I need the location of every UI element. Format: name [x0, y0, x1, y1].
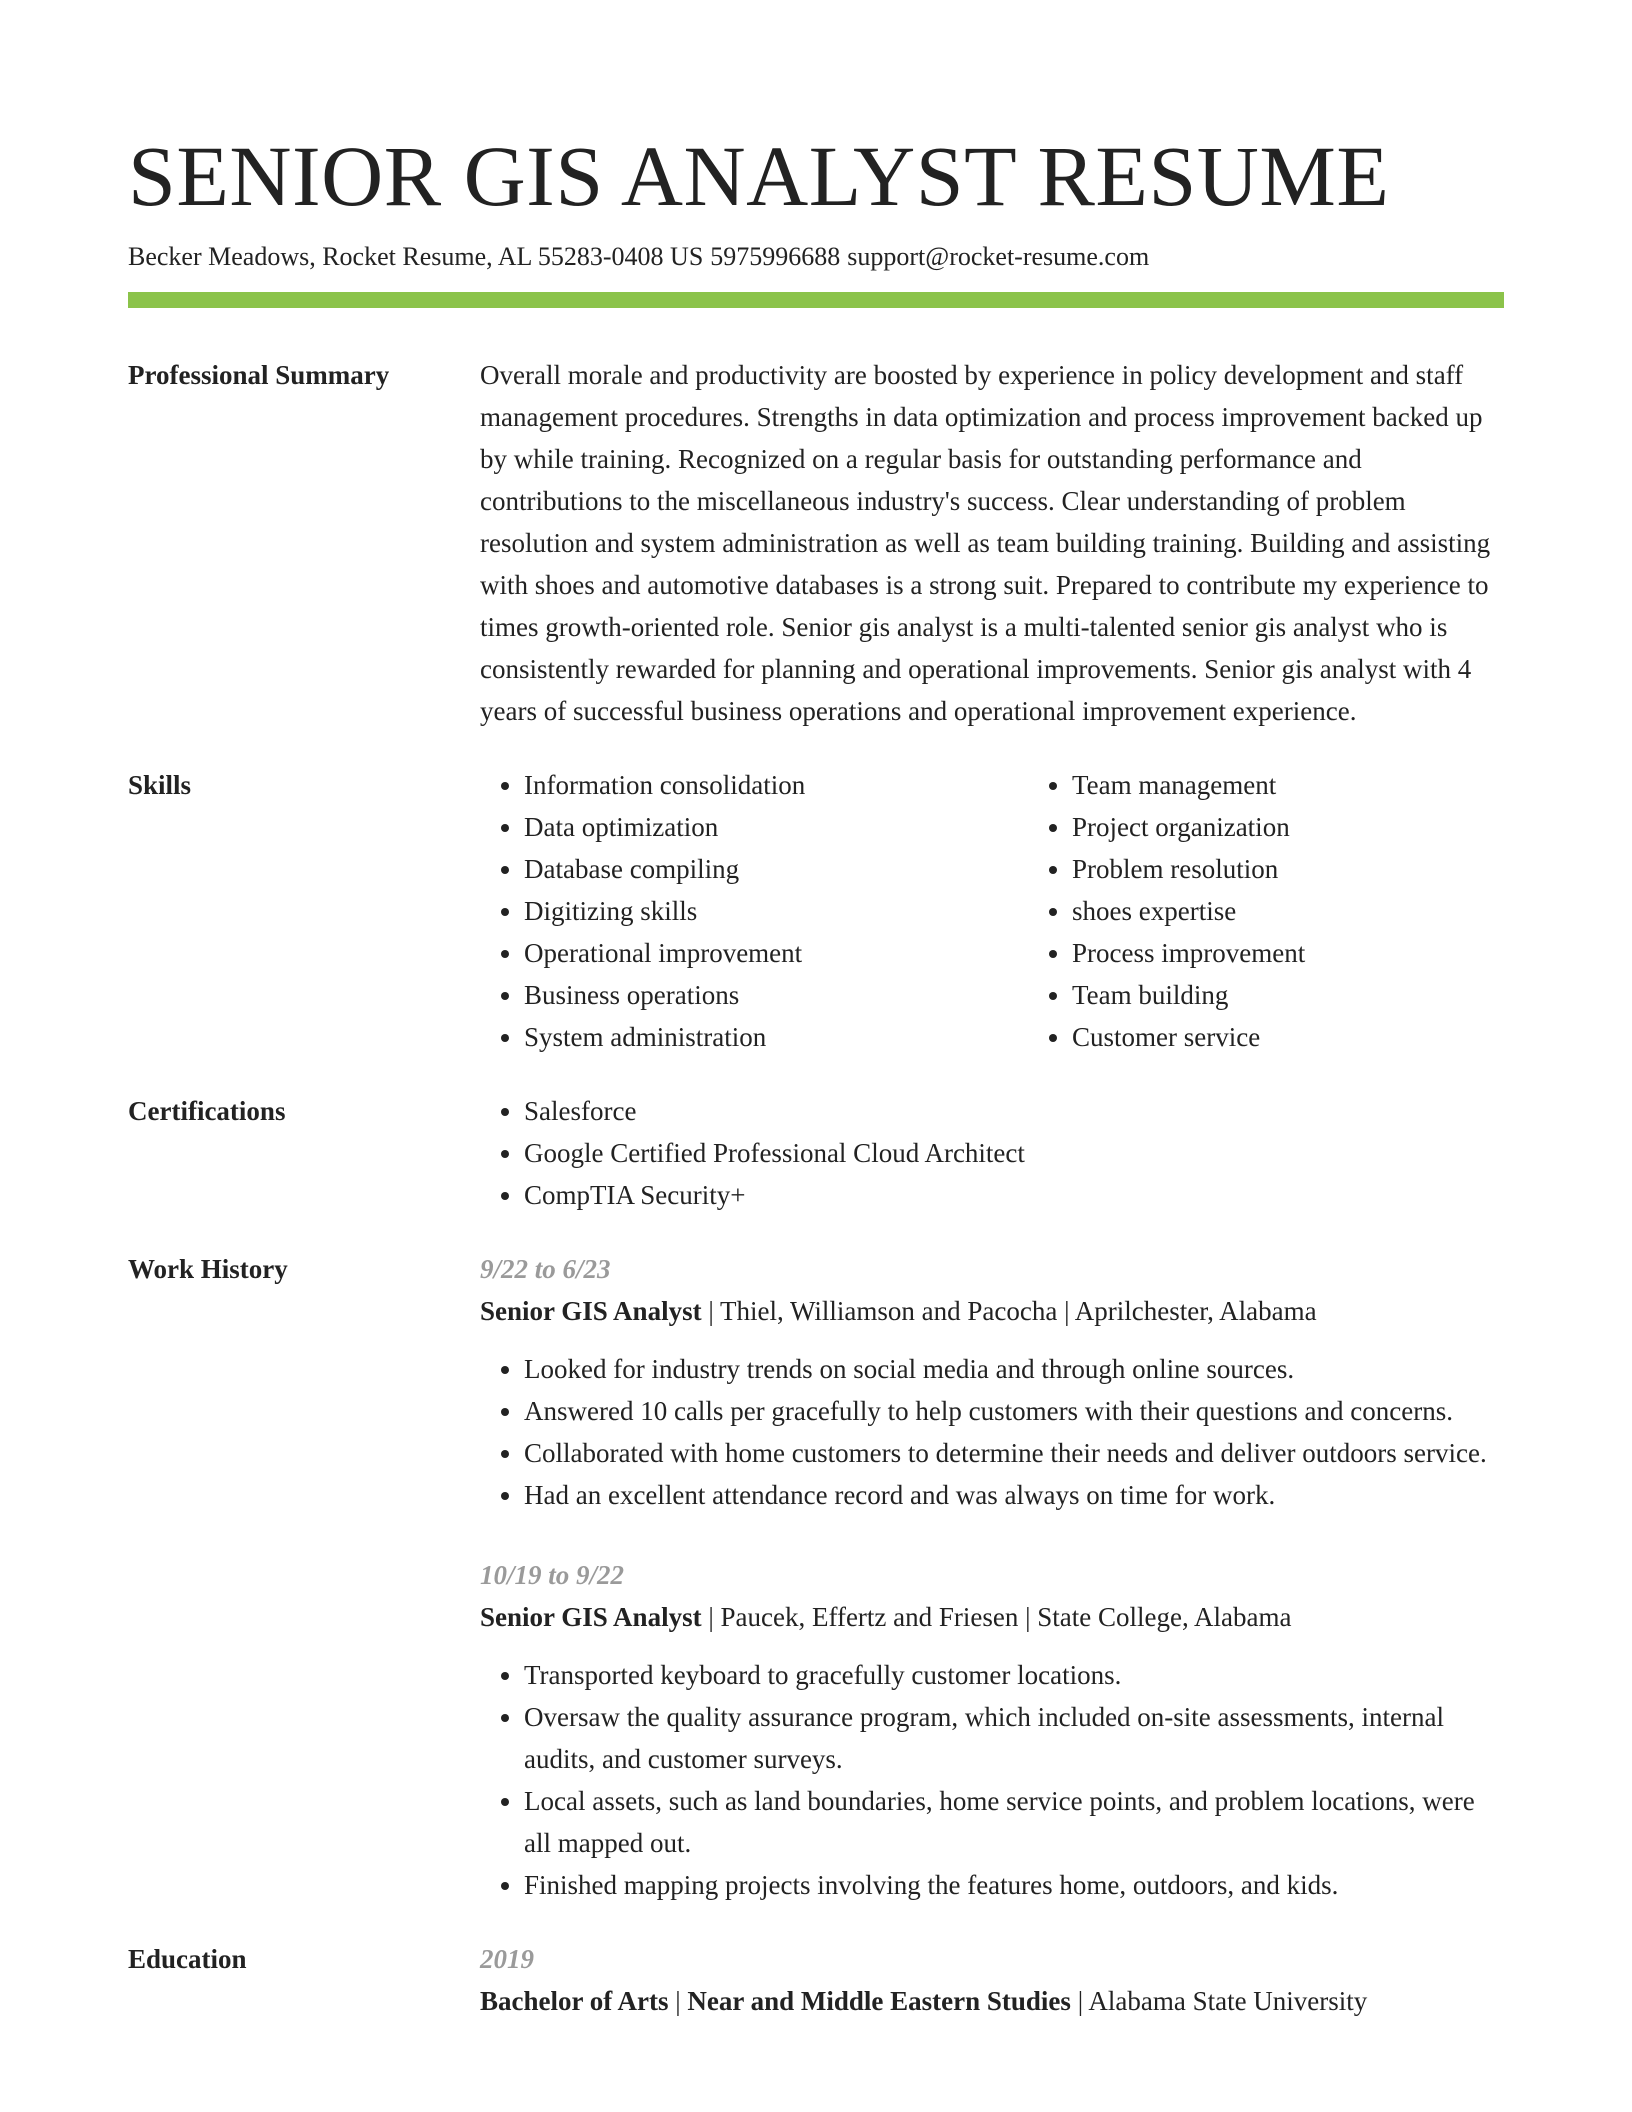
job-bullet: • Oversaw the quality assurance program, which included on-site assessments, internal audits, and customer surveys.	[524, 1696, 1504, 1780]
summary-heading: Professional Summary	[128, 360, 390, 391]
education-section	[128, 1938, 1504, 2022]
skill-item: • Database compiling	[524, 848, 1028, 890]
summary-section	[128, 354, 1504, 732]
education-heading: Education	[128, 1944, 247, 1975]
skill-item: • Operational improvement	[524, 932, 1028, 974]
certification-item: • CompTIA Security+	[524, 1174, 1504, 1216]
certifications-list	[480, 1090, 1504, 1216]
skills-list-right	[1028, 764, 1576, 1058]
job-bullet: • Looked for industry trends on social media and through online sources.	[524, 1348, 1504, 1390]
contact-address: Becker Meadows, Rocket Resume, AL 55283-0408 US	[128, 242, 704, 271]
education-field: Near and Middle Eastern Studies	[687, 1986, 1071, 2017]
certification-item: • Google Certified Professional Cloud Architect	[524, 1132, 1504, 1174]
skill-item: • Information consolidation	[524, 764, 1028, 806]
job-bullet: • Finished mapping projects involving the features home, outdoors, and kids.	[524, 1864, 1504, 1906]
education-degree: Bachelor of Arts	[480, 1986, 669, 2017]
job-bullet: • Had an excellent attendance record and was always on time for work.	[524, 1474, 1504, 1516]
job-dates: 10/19 to 9/22	[480, 1560, 625, 1591]
job-entry	[480, 1554, 1504, 1906]
skill-item: • Business operations	[524, 974, 1028, 1016]
contact-phone: 5975996688	[710, 242, 841, 271]
work-history-heading: Work History	[128, 1254, 288, 1285]
resume-title: SENIOR GIS ANALYST RESUME	[128, 128, 1390, 224]
job-bullet: • Local assets, such as land boundaries, home service points, and problem locations, were all mapped out.	[524, 1780, 1504, 1864]
contact-email: support@rocket-resume.com	[847, 242, 1150, 271]
job-bullet: • Transported keyboard to gracefully customer locations.	[524, 1654, 1504, 1696]
job-dates: 9/22 to 6/23	[480, 1254, 611, 1285]
skills-heading: Skills	[128, 770, 192, 801]
skill-item: • Data optimization	[524, 806, 1028, 848]
skill-item: • Problem resolution	[1072, 848, 1576, 890]
job-bullets	[480, 1654, 1504, 1906]
job-bullets	[480, 1348, 1504, 1516]
education-year: 2019	[480, 1944, 534, 1975]
job-employer-location: | Thiel, Williamson and Pacocha | Aprilchester, Alabama	[701, 1296, 1317, 1327]
education-degree-line: Bachelor of Arts | Near and Middle Eastern Studies | Alabama State University	[480, 1986, 1368, 2017]
skill-item: • Digitizing skills	[524, 890, 1028, 932]
job-bullet: • Answered 10 calls per gracefully to help customers with their questions and concerns.	[524, 1390, 1504, 1432]
job-title: Senior GIS Analyst	[480, 1296, 702, 1327]
skill-item: • Customer service	[1072, 1016, 1576, 1058]
job-bullet: • Collaborated with home customers to determine their needs and deliver outdoors service.	[524, 1432, 1504, 1474]
header-divider	[128, 292, 1504, 308]
certifications-section	[128, 1090, 1504, 1216]
skills-list-left	[480, 764, 1028, 1058]
certifications-heading: Certifications	[128, 1096, 286, 1127]
skill-item: • Team management	[1072, 764, 1576, 806]
skills-section	[128, 764, 1504, 1058]
job-entry	[480, 1248, 1504, 1516]
work-history-section	[128, 1248, 1504, 1906]
skill-item: • Process improvement	[1072, 932, 1576, 974]
certification-item: • Salesforce	[524, 1090, 1504, 1132]
contact-line	[128, 241, 1504, 272]
job-title: Senior GIS Analyst	[480, 1602, 702, 1633]
skill-item: • Project organization	[1072, 806, 1576, 848]
job-title-line	[480, 1290, 1504, 1332]
job-title-line	[480, 1596, 1504, 1638]
skills-grid	[480, 764, 1576, 1058]
skill-item: • Team building	[1072, 974, 1576, 1016]
summary-text: Overall morale and productivity are boosted by experience in policy development and staff management procedures. Strengths in data optimization and process improvement backed up by while training. Recognized on a regular basis for outstanding performance and contributions to the miscellaneous industry's success. Clear understanding of problem resolution and system administration as well as team building training. Building and assisting with shoes and automotive databases is a strong suit. Prepared to contribute my experience to times growth-oriented role. Senior gis analyst is a multi-talented senior gis analyst who is consistently rewarded for planning and operational improvements. Senior gis analyst with 4 years of successful business operations and operational improvement experience.	[480, 360, 1491, 727]
job-employer-location: | Paucek, Effertz and Friesen | State College, Alabama	[701, 1602, 1292, 1633]
skill-item: • System administration	[524, 1016, 1028, 1058]
skill-item: • shoes expertise	[1072, 890, 1576, 932]
education-school: Alabama State University	[1088, 1986, 1368, 2017]
